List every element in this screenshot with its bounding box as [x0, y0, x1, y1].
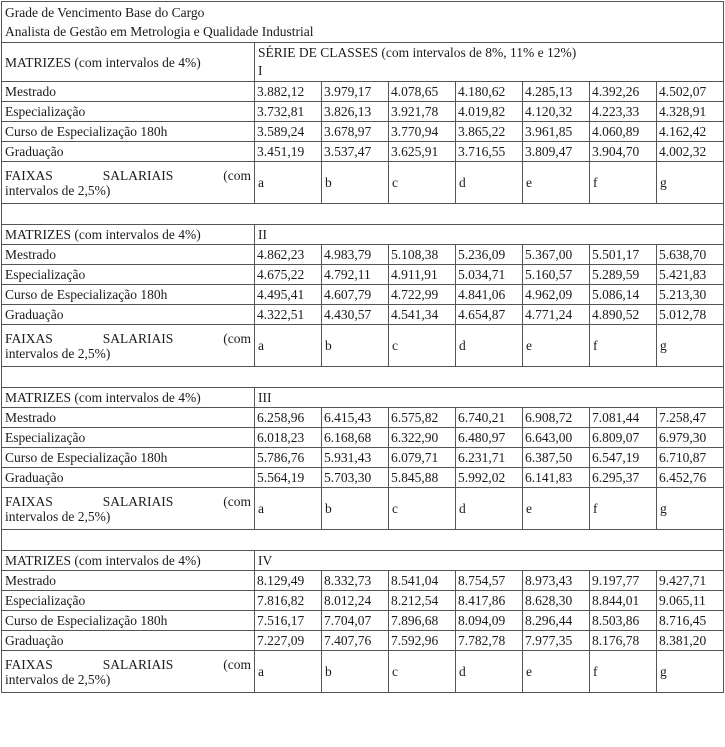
- matrices-header-row: [2, 225, 724, 245]
- salary-value-cell: 4.771,24: [523, 305, 590, 325]
- salary-value-cell: 7.977,35: [523, 631, 590, 651]
- salary-value-cell: 5.845,88: [389, 468, 456, 488]
- faixa-letter-cell: c: [389, 488, 456, 530]
- title-line-2: Analista de Gestão em Metrologia e Qualidade Industrial: [5, 24, 314, 39]
- salary-value-cell: 4.792,11: [322, 265, 389, 285]
- class-header-cell: [255, 551, 724, 571]
- class-name: IV: [258, 553, 273, 568]
- table-row: [2, 428, 724, 448]
- salary-value-cell: 8.844,01: [590, 591, 657, 611]
- salary-value-cell: 3.732,81: [255, 102, 322, 122]
- table-row: [2, 305, 724, 325]
- salary-value-cell: 3.625,91: [389, 142, 456, 162]
- row-label: Graduação: [2, 305, 255, 325]
- salary-value-cell: 3.716,55: [456, 142, 523, 162]
- salary-value-cell: 4.162,42: [657, 122, 724, 142]
- spacer-cell: [2, 367, 724, 388]
- faixas-row: [2, 325, 724, 367]
- salary-value-cell: 8.212,54: [389, 591, 456, 611]
- salary-value-cell: 3.809,47: [523, 142, 590, 162]
- table-row: [2, 285, 724, 305]
- row-label: Curso de Especialização 180h: [2, 285, 255, 305]
- salary-value-cell: 6.079,71: [389, 448, 456, 468]
- row-label: Especialização: [2, 102, 255, 122]
- salary-value-cell: 8.012,24: [322, 591, 389, 611]
- salary-value-cell: 4.078,65: [389, 82, 456, 102]
- salary-value-cell: 9.197,77: [590, 571, 657, 591]
- faixa-letter-cell: b: [322, 162, 389, 204]
- faixas-label-line-2: intervalos de 2,5%): [5, 182, 111, 198]
- salary-value-cell: 4.120,32: [523, 102, 590, 122]
- faixa-letter-cell: a: [255, 488, 322, 530]
- salary-value-cell: 4.541,34: [389, 305, 456, 325]
- salary-value-cell: 4.675,22: [255, 265, 322, 285]
- title-line-1: Grade de Vencimento Base do Cargo: [5, 5, 205, 20]
- salary-value-cell: 3.678,97: [322, 122, 389, 142]
- salary-value-cell: 3.904,70: [590, 142, 657, 162]
- row-label: Especialização: [2, 591, 255, 611]
- salary-value-cell: 6.908,72: [523, 408, 590, 428]
- salary-value-cell: 6.018,23: [255, 428, 322, 448]
- salary-value-cell: 5.992,02: [456, 468, 523, 488]
- faixas-label-word: FAIXAS: [5, 493, 53, 509]
- faixa-letter-cell: e: [523, 651, 590, 693]
- salary-value-cell: 4.285,13: [523, 82, 590, 102]
- faixa-letter-cell: c: [389, 162, 456, 204]
- faixas-label-line-2: intervalos de 2,5%): [5, 671, 111, 687]
- faixa-letter-cell: g: [657, 488, 724, 530]
- table-row: [2, 82, 724, 102]
- matrices-header-row: [2, 388, 724, 408]
- title-row: [2, 2, 724, 43]
- row-label: Graduação: [2, 631, 255, 651]
- row-label: Graduação: [2, 468, 255, 488]
- salary-value-cell: 5.213,30: [657, 285, 724, 305]
- salary-value-cell: 6.547,19: [590, 448, 657, 468]
- faixas-label-word: (com: [223, 330, 251, 346]
- salary-value-cell: 7.896,68: [389, 611, 456, 631]
- salary-value-cell: 8.332,73: [322, 571, 389, 591]
- salary-value-cell: 7.258,47: [657, 408, 724, 428]
- salary-value-cell: 6.322,90: [389, 428, 456, 448]
- salary-value-cell: 5.564,19: [255, 468, 322, 488]
- salary-value-cell: 4.328,91: [657, 102, 724, 122]
- row-label: Curso de Especialização 180h: [2, 122, 255, 142]
- class-header-cell: [255, 43, 724, 82]
- salary-value-cell: 5.931,43: [322, 448, 389, 468]
- salary-value-cell: 5.501,17: [590, 245, 657, 265]
- salary-value-cell: 4.060,89: [590, 122, 657, 142]
- salary-value-cell: 8.417,86: [456, 591, 523, 611]
- salary-value-cell: 6.740,21: [456, 408, 523, 428]
- salary-value-cell: 3.882,12: [255, 82, 322, 102]
- salary-value-cell: 5.703,30: [322, 468, 389, 488]
- salary-value-cell: 4.607,79: [322, 285, 389, 305]
- salary-value-cell: 4.654,87: [456, 305, 523, 325]
- faixa-letter-cell: a: [255, 651, 322, 693]
- faixa-letter-cell: f: [590, 325, 657, 367]
- salary-value-cell: 4.890,52: [590, 305, 657, 325]
- spacer-cell: [2, 204, 724, 225]
- table-row: [2, 408, 724, 428]
- faixa-letter-cell: g: [657, 651, 724, 693]
- matrices-label: MATRIZES (com intervalos de 4%): [2, 388, 255, 408]
- faixas-row: [2, 488, 724, 530]
- salary-value-cell: 3.961,85: [523, 122, 590, 142]
- row-label: Curso de Especialização 180h: [2, 448, 255, 468]
- salary-value-cell: 3.826,13: [322, 102, 389, 122]
- faixas-label-line-1: [5, 657, 251, 672]
- faixa-letter-cell: g: [657, 162, 724, 204]
- salary-value-cell: 7.227,09: [255, 631, 322, 651]
- faixas-label-line-1: [5, 494, 251, 509]
- salary-value-cell: 4.502,07: [657, 82, 724, 102]
- salary-grid-table: [1, 1, 724, 693]
- faixas-label-word: SALARIAIS: [102, 167, 174, 183]
- row-label: Graduação: [2, 142, 255, 162]
- section-spacer: [2, 204, 724, 225]
- faixa-letter-cell: g: [657, 325, 724, 367]
- salary-value-cell: 6.168,68: [322, 428, 389, 448]
- table-row: [2, 571, 724, 591]
- section-spacer: [2, 530, 724, 551]
- row-label: Mestrado: [2, 245, 255, 265]
- faixa-letter-cell: b: [322, 325, 389, 367]
- salary-value-cell: 9.065,11: [657, 591, 724, 611]
- salary-value-cell: 5.638,70: [657, 245, 724, 265]
- faixas-label: [2, 162, 255, 204]
- salary-value-cell: 3.537,47: [322, 142, 389, 162]
- salary-value-cell: 6.258,96: [255, 408, 322, 428]
- faixa-letter-cell: d: [456, 162, 523, 204]
- faixas-label: [2, 488, 255, 530]
- salary-value-cell: 7.516,17: [255, 611, 322, 631]
- salary-value-cell: 8.716,45: [657, 611, 724, 631]
- faixa-letter-cell: a: [255, 325, 322, 367]
- table-row: [2, 265, 724, 285]
- salary-value-cell: 3.865,22: [456, 122, 523, 142]
- salary-value-cell: 7.704,07: [322, 611, 389, 631]
- faixa-letter-cell: e: [523, 325, 590, 367]
- salary-value-cell: 8.094,09: [456, 611, 523, 631]
- faixas-label-word: SALARIAIS: [102, 330, 174, 346]
- salary-value-cell: 4.983,79: [322, 245, 389, 265]
- salary-value-cell: 4.002,32: [657, 142, 724, 162]
- salary-value-cell: 8.628,30: [523, 591, 590, 611]
- matrices-header-row: [2, 43, 724, 82]
- row-label: Especialização: [2, 428, 255, 448]
- matrices-label: MATRIZES (com intervalos de 4%): [2, 225, 255, 245]
- salary-value-cell: 8.129,49: [255, 571, 322, 591]
- salary-value-cell: 4.322,51: [255, 305, 322, 325]
- row-label: Curso de Especialização 180h: [2, 611, 255, 631]
- faixa-letter-cell: a: [255, 162, 322, 204]
- salary-value-cell: 8.973,43: [523, 571, 590, 591]
- table-row: [2, 142, 724, 162]
- salary-value-cell: 7.782,78: [456, 631, 523, 651]
- salary-value-cell: 6.415,43: [322, 408, 389, 428]
- salary-value-cell: 8.296,44: [523, 611, 590, 631]
- class-name: III: [258, 390, 272, 405]
- faixa-letter-cell: d: [456, 651, 523, 693]
- faixas-label-word: FAIXAS: [5, 656, 53, 672]
- salary-value-cell: 4.223,33: [590, 102, 657, 122]
- faixa-letter-cell: d: [456, 325, 523, 367]
- faixa-letter-cell: b: [322, 651, 389, 693]
- faixa-letter-cell: f: [590, 651, 657, 693]
- class-header-stack: [258, 44, 720, 80]
- row-label: Mestrado: [2, 571, 255, 591]
- salary-value-cell: 7.407,76: [322, 631, 389, 651]
- table-row: [2, 102, 724, 122]
- matrices-header-row: [2, 551, 724, 571]
- class-name: II: [258, 227, 267, 242]
- salary-value-cell: 8.176,78: [590, 631, 657, 651]
- matrices-label: MATRIZES (com intervalos de 4%): [2, 551, 255, 571]
- table-row: [2, 631, 724, 651]
- salary-value-cell: 3.979,17: [322, 82, 389, 102]
- salary-value-cell: 7.816,82: [255, 591, 322, 611]
- table-row: [2, 448, 724, 468]
- faixas-label: [2, 325, 255, 367]
- salary-value-cell: 8.754,57: [456, 571, 523, 591]
- faixa-letter-cell: f: [590, 162, 657, 204]
- salary-value-cell: 5.108,38: [389, 245, 456, 265]
- salary-value-cell: 8.381,20: [657, 631, 724, 651]
- faixa-letter-cell: e: [523, 162, 590, 204]
- salary-value-cell: 7.592,96: [389, 631, 456, 651]
- salary-value-cell: 6.710,87: [657, 448, 724, 468]
- salary-value-cell: 3.770,94: [389, 122, 456, 142]
- salary-value-cell: 4.430,57: [322, 305, 389, 325]
- table-row: [2, 245, 724, 265]
- salary-value-cell: 3.921,78: [389, 102, 456, 122]
- salary-value-cell: 6.480,97: [456, 428, 523, 448]
- row-label: Especialização: [2, 265, 255, 285]
- matrices-label: MATRIZES (com intervalos de 4%): [2, 43, 255, 82]
- salary-value-cell: 9.427,71: [657, 571, 724, 591]
- salary-value-cell: 6.809,07: [590, 428, 657, 448]
- class-name: I: [258, 63, 263, 78]
- faixas-label-word: (com: [223, 167, 251, 183]
- salary-value-cell: 5.012,78: [657, 305, 724, 325]
- faixas-label-line-2: intervalos de 2,5%): [5, 508, 111, 524]
- row-label: Mestrado: [2, 408, 255, 428]
- faixa-letter-cell: c: [389, 325, 456, 367]
- table-row: [2, 122, 724, 142]
- faixas-label-word: FAIXAS: [5, 330, 53, 346]
- faixa-letter-cell: c: [389, 651, 456, 693]
- faixas-row: [2, 651, 724, 693]
- salary-value-cell: 5.160,57: [523, 265, 590, 285]
- table-row: [2, 468, 724, 488]
- salary-value-cell: 6.643,00: [523, 428, 590, 448]
- salary-value-cell: 4.862,23: [255, 245, 322, 265]
- row-label: Mestrado: [2, 82, 255, 102]
- salary-value-cell: 4.722,99: [389, 285, 456, 305]
- salary-value-cell: 5.786,76: [255, 448, 322, 468]
- salary-value-cell: 4.495,41: [255, 285, 322, 305]
- table-body: [2, 2, 724, 693]
- faixas-label-line-1: [5, 331, 251, 346]
- salary-value-cell: 6.141,83: [523, 468, 590, 488]
- faixas-label-line-1: [5, 168, 251, 183]
- section-spacer: [2, 367, 724, 388]
- salary-value-cell: 6.575,82: [389, 408, 456, 428]
- salary-value-cell: 6.231,71: [456, 448, 523, 468]
- salary-value-cell: 4.911,91: [389, 265, 456, 285]
- faixas-row: [2, 162, 724, 204]
- faixa-letter-cell: b: [322, 488, 389, 530]
- faixas-label-word: FAIXAS: [5, 167, 53, 183]
- title-cell: [2, 2, 724, 43]
- salary-value-cell: 5.034,71: [456, 265, 523, 285]
- salary-value-cell: 8.503,86: [590, 611, 657, 631]
- salary-value-cell: 5.236,09: [456, 245, 523, 265]
- faixas-label-word: (com: [223, 493, 251, 509]
- salary-value-cell: 6.295,37: [590, 468, 657, 488]
- salary-value-cell: 4.180,62: [456, 82, 523, 102]
- salary-value-cell: 5.367,00: [523, 245, 590, 265]
- faixas-label: [2, 651, 255, 693]
- table-row: [2, 591, 724, 611]
- salary-value-cell: 4.019,82: [456, 102, 523, 122]
- faixa-letter-cell: e: [523, 488, 590, 530]
- table-row: [2, 611, 724, 631]
- faixa-letter-cell: f: [590, 488, 657, 530]
- salary-value-cell: 3.589,24: [255, 122, 322, 142]
- faixas-label-word: SALARIAIS: [102, 656, 174, 672]
- salary-value-cell: 6.452,76: [657, 468, 724, 488]
- salary-value-cell: 6.979,30: [657, 428, 724, 448]
- faixas-label-word: (com: [223, 656, 251, 672]
- salary-value-cell: 4.962,09: [523, 285, 590, 305]
- salary-value-cell: 6.387,50: [523, 448, 590, 468]
- faixas-label-word: SALARIAIS: [102, 493, 174, 509]
- salary-value-cell: 5.421,83: [657, 265, 724, 285]
- salary-value-cell: 4.841,06: [456, 285, 523, 305]
- salary-value-cell: 5.289,59: [590, 265, 657, 285]
- spacer-cell: [2, 530, 724, 551]
- series-header: SÉRIE DE CLASSES (com intervalos de 8%, 11% e 12%): [258, 45, 577, 60]
- class-header-cell: [255, 388, 724, 408]
- class-header-cell: [255, 225, 724, 245]
- salary-value-cell: 8.541,04: [389, 571, 456, 591]
- salary-value-cell: 7.081,44: [590, 408, 657, 428]
- salary-value-cell: 3.451,19: [255, 142, 322, 162]
- faixas-label-line-2: intervalos de 2,5%): [5, 345, 111, 361]
- salary-value-cell: 4.392,26: [590, 82, 657, 102]
- faixa-letter-cell: d: [456, 488, 523, 530]
- salary-value-cell: 5.086,14: [590, 285, 657, 305]
